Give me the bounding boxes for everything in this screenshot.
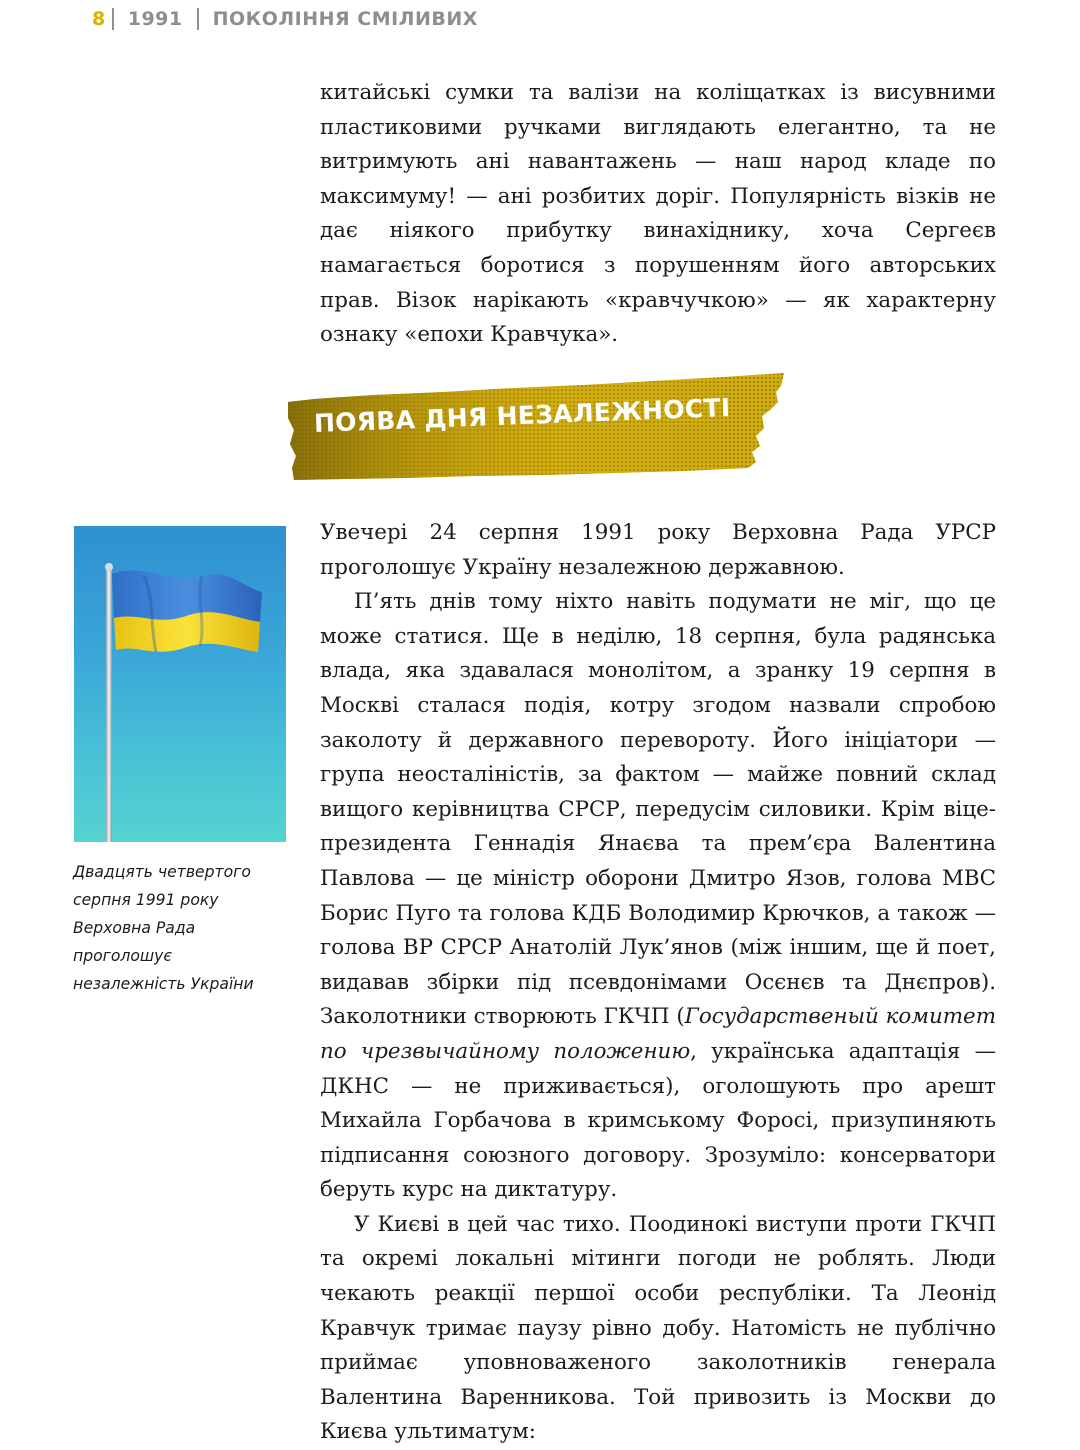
header-year: 1991 <box>127 8 183 30</box>
section-banner <box>284 372 790 484</box>
paragraph-text: П’ять днів тому ніхто навіть подумати не міг, що це може статися. Ще в неділю, 18 серпня, була радянська влада, яка здавалася монолітом, а зранку 19 серпня в Москві сталася подія, котру згодом назвали спробою заколоту й державного перевороту. Його ініціатори — група неосталіністів, за фактом — майже повний склад вищого керівництва СРСР, передусім силовики. Крім віце-президента Геннадія Янаєва та прем’єра Валентина Павлова — це міністр оборони Дмитро Язов, голова МВС Борис Пуго та голова КДБ Володимир Крючков, а також — голова ВР СРСР Анатолій Лук’янов (між іншим, ще й поет, видавав збірки під псевдонімами Осєнєв та Днєпров). Заколотники створюють ГКЧП ( <box>320 589 996 1030</box>
photo-caption <box>73 858 283 998</box>
caption-line: незалежність України <box>73 975 254 993</box>
caption-line: Двадцять четвертого <box>73 863 251 881</box>
body-paragraph: китайські сумки та валізи на коліщатках із висувними пластиковими ручками виглядають елегантно, та не витримують ані навантажень — наш народ кладе по максимуму! — ані розбитих доріг. Популярність візків не дає ніякого прибутку винахіднику, хоча Сергеєв намагається боротися з порушенням його авторських прав. Візок нарікають «кравчучкою» — як характерну ознаку «епохи Кравчука». <box>320 80 996 348</box>
body-paragraph: Увечері 24 серпня 1991 року Верховна Рада УРСР проголошує Україну незалежною державною. <box>320 520 996 580</box>
header-book-title: ПОКОЛІННЯ СМІЛИВИХ <box>212 8 478 30</box>
caption-line: Верховна Рада <box>73 919 196 937</box>
caption-line: проголошує <box>73 947 172 965</box>
paragraph-text: , українська адаптація — ДКНС — не приживається), оголошують про арешт Михайла Горбачова в кримському Форосі, призупиняють підписання союзного договору. Зрозуміло: консерватори беруть курс на диктатуру. <box>320 1038 996 1203</box>
body-paragraph: У Києві в цей час тихо. Поодинокі виступи проти ГКЧП та окремі локальні мітинги погоди не роблять. Люди чекають реакції першої особи республіки. Та Леонід Кравчук тримає паузу рівно добу. Натомість не публічно приймає уповноваженого заколотників генерала Валентина Варенникова. Той привозить із Москви до Києва ультиматум: <box>320 1211 996 1445</box>
flag-photo <box>74 526 286 842</box>
caption-line: серпня 1991 року <box>73 891 219 909</box>
header-divider <box>112 8 114 30</box>
page-number: 8 <box>92 8 106 30</box>
top-text-block <box>320 76 996 353</box>
italic-term: Государственый комитет по чрезвычайному положению <box>320 1004 996 1064</box>
ukrainian-flag-image <box>74 526 286 842</box>
section-title: ПОЯВА ДНЯ НЕЗАЛЕЖНОСТІ <box>313 393 731 438</box>
body-paragraph <box>320 585 996 1208</box>
header-divider <box>197 8 199 30</box>
running-header <box>92 4 478 34</box>
main-text-block <box>320 516 996 1450</box>
